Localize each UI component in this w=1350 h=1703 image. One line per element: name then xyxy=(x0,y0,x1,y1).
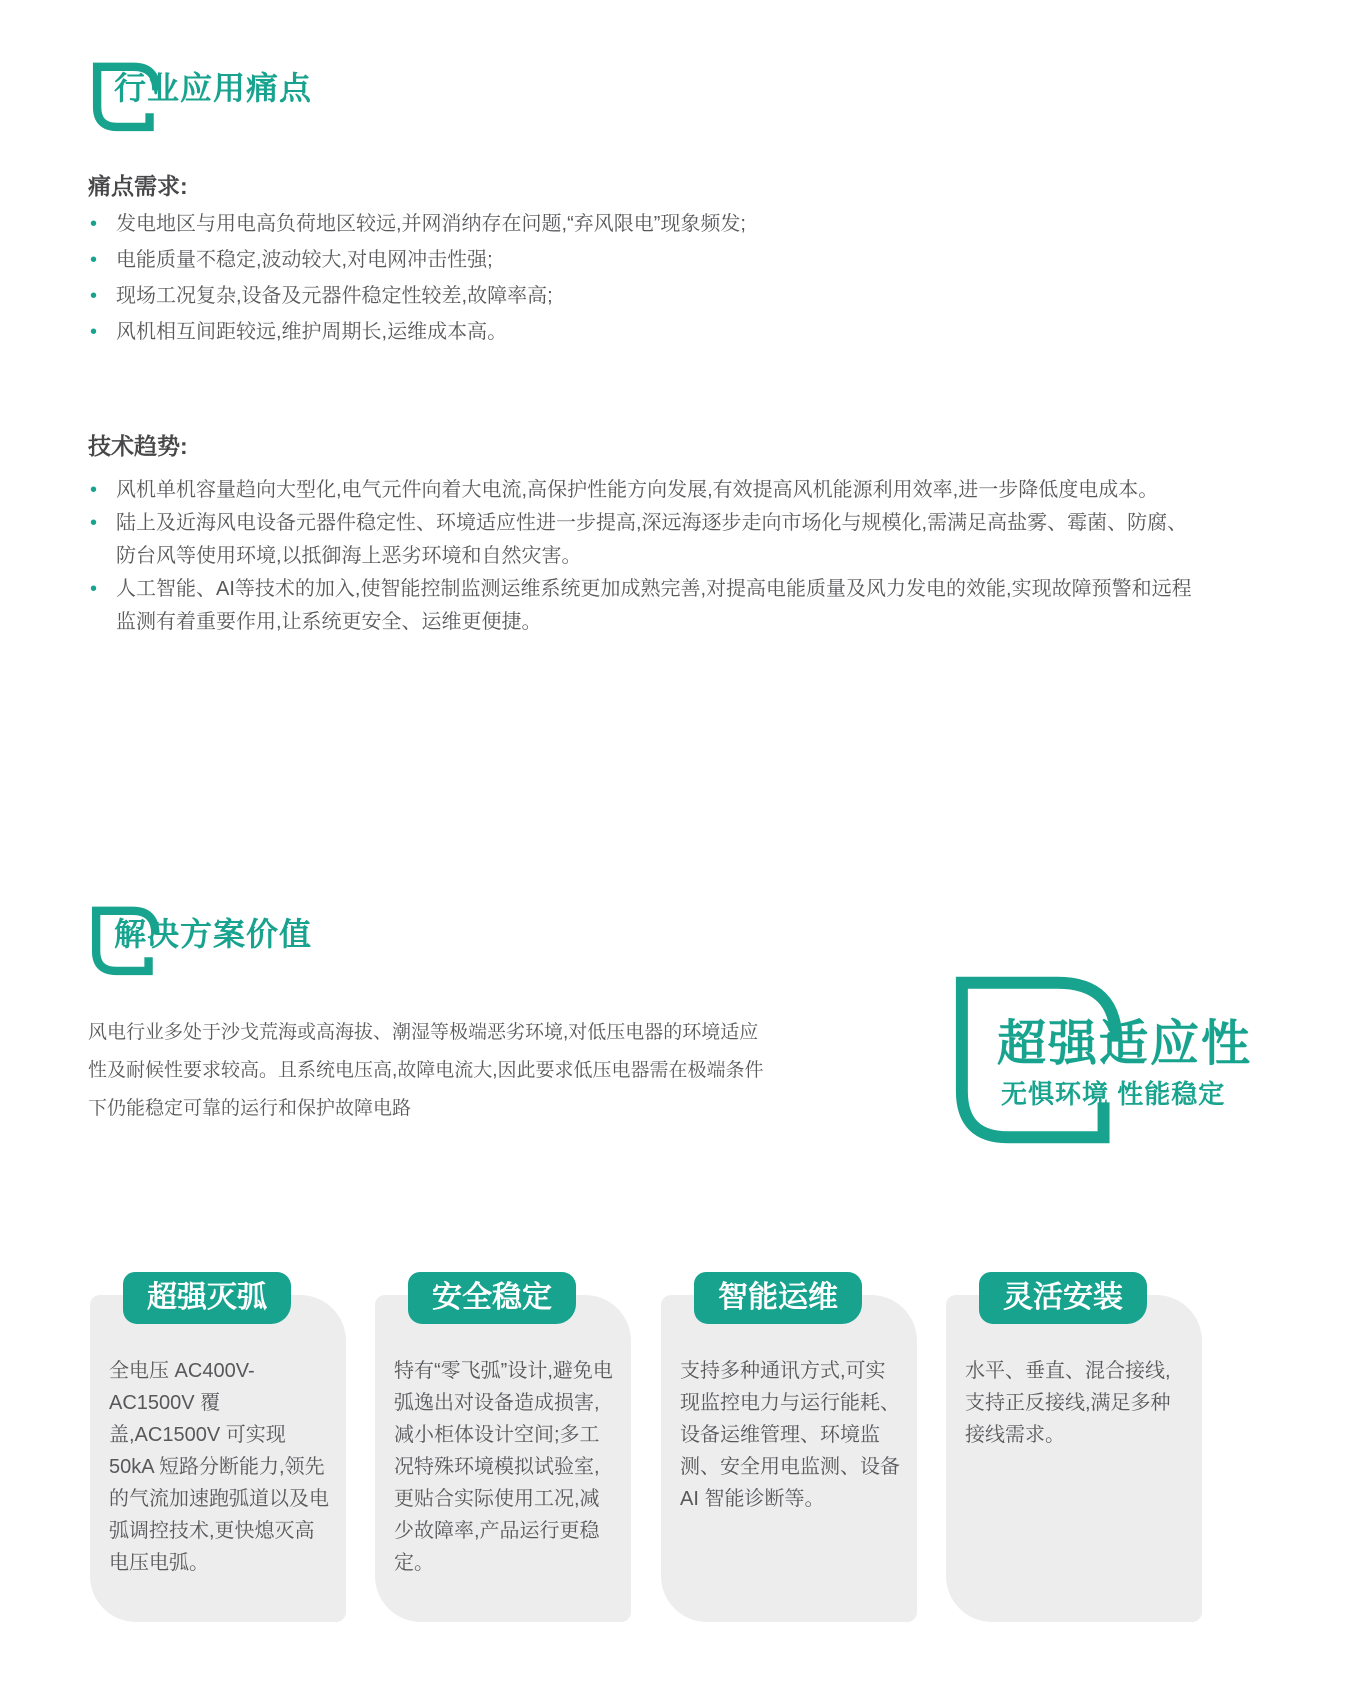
card-title-tab: 超强灭弧 xyxy=(123,1272,291,1324)
card-title-tab: 安全稳定 xyxy=(408,1272,576,1324)
card-title-tab: 智能运维 xyxy=(694,1272,862,1324)
card-body: 支持多种通讯方式,可实现监控电力与运行能耗、设备运维管理、环境监测、安全用电监测、设备 AI 智能诊断等。 xyxy=(680,1360,900,1510)
section-title-industry-pain-points: 行业应用痛点 xyxy=(114,70,313,106)
pain-demand-heading: 痛点需求: xyxy=(88,173,188,199)
list-item: • 发电地区与用电高负荷地区较远,并网消纳存在问题,“弃风限电”现象频发; xyxy=(88,206,1198,242)
list-item: • 风机相互间距较远,维护周期长,运维成本高。 xyxy=(88,314,1198,350)
card-title-tab: 灵活安装 xyxy=(979,1272,1147,1324)
section-title-solution-value: 解决方案价值 xyxy=(114,916,313,952)
list-item: • 电能质量不稳定,波动较大,对电网冲击性强; xyxy=(88,242,1198,278)
tech-trend-heading: 技术趋势: xyxy=(88,433,188,459)
card-body: 全电压 AC400V-AC1500V 覆盖,AC1500V 可实现 50kA 短路分断能力,领先的气流加速跑弧道以及电弧调控技术,更快熄灭高电压电弧。 xyxy=(109,1360,329,1574)
tech-trend-list xyxy=(88,474,1196,639)
list-item: • 现场工况复杂,设备及元器件稳定性较差,故障率高; xyxy=(88,278,1198,314)
card-body: 特有“零飞弧”设计,避免电弧逸出对设备造成损害,减小柜体设计空间;多工况特殊环境模拟试验室,更贴合实际使用工况,减少故障率,产品运行更稳定。 xyxy=(394,1360,613,1574)
list-item: • 风机单机容量趋向大型化,电气元件向着大电流,高保护性能方向发展,有效提高风机能源利用效率,进一步降低度电成本。 xyxy=(88,474,1196,507)
list-item: • 陆上及近海风电设备元器件稳定性、环境适应性进一步提高,深远海逐步走向市场化与规模化,需满足高盐雾、霉菌、防腐、防台风等使用环境,以抵御海上恶劣环境和自然灾害。 xyxy=(88,507,1196,573)
advantage-card xyxy=(661,1281,917,1622)
feature-subtitle: 无惧环境 性能稳定 xyxy=(1001,1079,1226,1109)
advantage-card xyxy=(946,1281,1202,1622)
advantage-card xyxy=(90,1281,346,1622)
card-body: 水平、垂直、混合接线,支持正反接线,满足多种接线需求。 xyxy=(965,1360,1171,1446)
advantage-card xyxy=(375,1281,631,1622)
feature-title: 超强适应性 xyxy=(997,1017,1253,1071)
pain-demand-list xyxy=(88,206,1198,350)
list-item: • 人工智能、AI等技术的加入,使智能控制监测运维系统更加成熟完善,对提高电能质量及风力发电的效能,实现故障预警和远程监测有着重要作用,让系统更安全、运维更便捷。 xyxy=(88,573,1196,639)
solution-paragraph: 风电行业多处于沙戈荒海或高海拔、潮湿等极端恶劣环境,对低压电器的环境适应性及耐候性要求较高。且系统电压高,故障电流大,因此要求低压电器需在极端条件下仍能稳定可靠的运行和保护故障电路 xyxy=(88,1022,764,1119)
